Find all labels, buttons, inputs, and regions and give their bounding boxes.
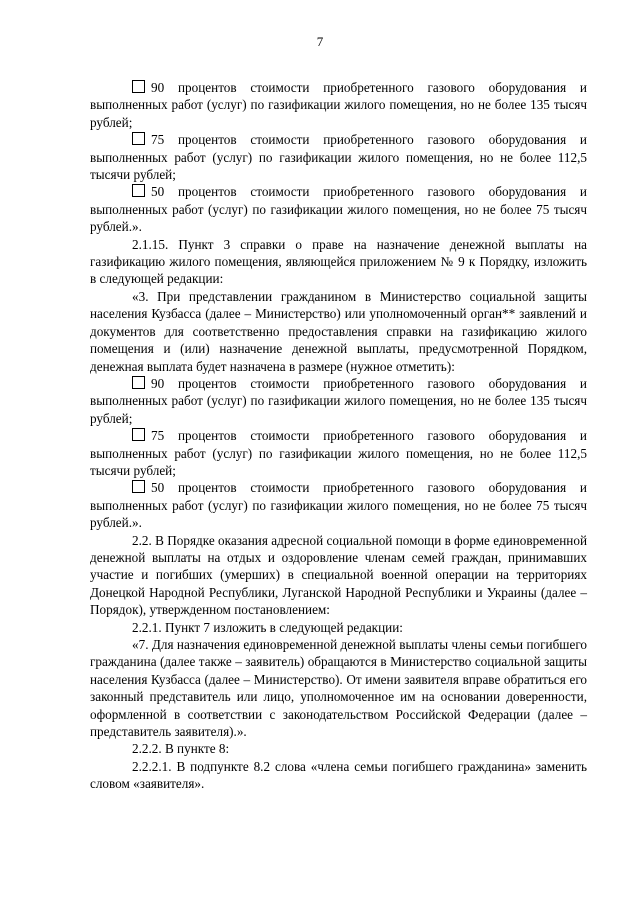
option-text: 90 процентов стоимости приобретенного газового оборудования и выполненных работ (услуг) по газификации жилого помещения, но не более 135 тысяч рублей; bbox=[90, 375, 587, 426]
option-text: 50 процентов стоимости приобретенного газового оборудования и выполненных работ (услуг) по газификации жилого помещения, но не более 75 тысяч рублей.». bbox=[90, 480, 587, 531]
option-90-b bbox=[90, 375, 587, 427]
quote-point-3: «3. При представлении гражданином в Министерство социальной защиты населения Кузбасса (далее – Министерство) или уполномоченный орган** заявлений и документов для соответственно предоставления справки на газификацию жилого помещения и (или) назначение денежной выплаты, предусмотренной Порядком, денежная выплата будет назначена в размере (нужное отметить): bbox=[90, 288, 587, 374]
option-50-b bbox=[90, 479, 587, 531]
page-number: 7 bbox=[316, 34, 324, 49]
option-75-b bbox=[90, 427, 587, 479]
paragraph-2-2: 2.2. В Порядке оказания адресной социальной помощи в форме единовременной денежной выплаты на отдых и оздоровление членам семей граждан, принимавших участие и погибших (умерших) в специальной военной операции на территориях Донецкой Народной Республики, Луганской Народной Республики и Украины (далее – Порядок), утвержденном постановлением: bbox=[90, 532, 587, 618]
option-text: 75 процентов стоимости приобретенного газового оборудования и выполненных работ (услуг) по газификации жилого помещения, но не более 112,5 тысячи рублей; bbox=[90, 132, 587, 183]
paragraph-2-1-15: 2.1.15. Пункт 3 справки о праве на назначение денежной выплаты на газификацию жилого помещения, являющейся приложением № 9 к Порядку, изложить в следующей редакции: bbox=[90, 236, 587, 287]
paragraph-2-2-2: 2.2.2. В пункте 8: bbox=[132, 741, 230, 757]
checkbox[interactable] bbox=[132, 480, 145, 493]
checkbox[interactable] bbox=[132, 132, 145, 145]
option-50-a bbox=[90, 183, 587, 235]
option-text: 75 процентов стоимости приобретенного газового оборудования и выполненных работ (услуг) по газификации жилого помещения, но не более 112,5 тысячи рублей; bbox=[90, 428, 587, 478]
checkbox[interactable] bbox=[132, 80, 145, 93]
paragraph-2-2-1: 2.2.1. Пункт 7 изложить в следующей редакции: bbox=[132, 619, 403, 635]
paragraph-2-2-2-1: 2.2.2.1. В подпункте 8.2 слова «члена семьи погибшего гражданина» заменить словом «заявителя». bbox=[90, 758, 587, 792]
checkbox[interactable] bbox=[132, 428, 145, 441]
option-text: 90 процентов стоимости приобретенного газового оборудования и выполненных работ (услуг) по газификации жилого помещения, но не более 135 тысяч рублей; bbox=[90, 80, 587, 130]
checkbox[interactable] bbox=[132, 376, 145, 389]
quote-point-7: «7. Для назначения единовременной денежной выплаты члены семьи погибшего гражданина (далее также – заявитель) обращаются в Министерство социальной защиты населения Кузбасса (далее – Министерство). От имени заявителя вправе обратиться его законный представитель или лицо, уполномоченное им на основании доверенности, оформленной в соответствии с законодательством Российской Федерации (далее – представитель заявителя).». bbox=[90, 637, 587, 740]
option-75-a bbox=[90, 131, 587, 183]
document-body bbox=[90, 79, 587, 793]
option-90-a bbox=[90, 79, 587, 131]
checkbox[interactable] bbox=[132, 184, 145, 197]
option-text: 50 процентов стоимости приобретенного газового оборудования и выполненных работ (услуг) по газификации жилого помещения, но не более 75 тысяч рублей.». bbox=[90, 184, 587, 235]
